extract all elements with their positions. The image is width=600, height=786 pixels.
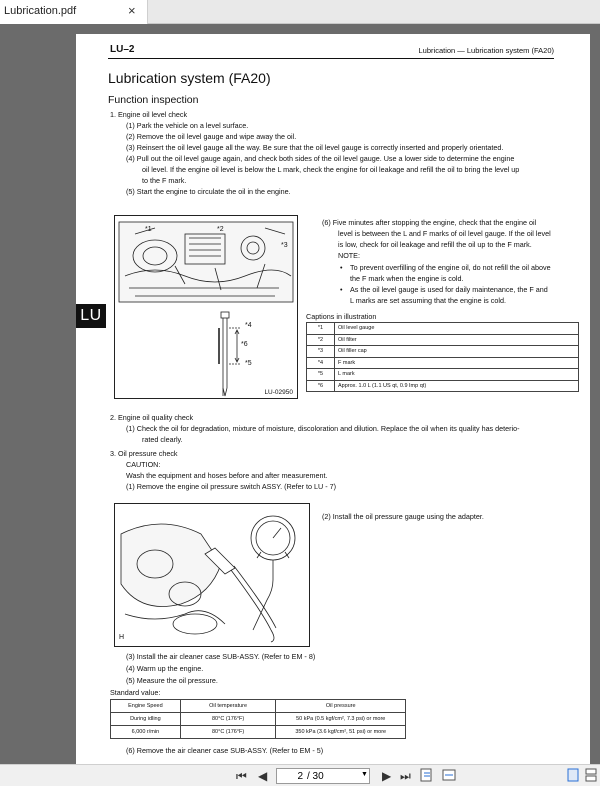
last-page-icon[interactable]: ⏭	[400, 769, 411, 783]
table-row	[111, 713, 406, 726]
callout-3: *3	[281, 242, 288, 249]
step-text: (3) Install the air cleaner case SUB-ASSY. (Refer to EM - 8)	[126, 652, 316, 661]
single-page-view-icon[interactable]	[566, 768, 580, 782]
step-text: (1) Park the vehicle on a level surface.	[126, 121, 249, 130]
standard-value-table	[110, 699, 406, 739]
pdf-page	[76, 34, 590, 764]
caption-value: Oil filter	[335, 334, 579, 346]
table-cell: 80°C (176°F)	[180, 713, 276, 726]
step-text: (6) Remove the air cleaner case SUB-ASSY. (Refer to EM - 5)	[126, 746, 324, 755]
document-viewer[interactable]	[0, 24, 600, 764]
previous-page-icon[interactable]: ◀	[258, 769, 268, 783]
column-header: Oil temperature	[180, 700, 276, 713]
pressure-gauge-drawing	[115, 504, 309, 646]
page-selector[interactable]	[276, 768, 370, 784]
chevron-down-icon[interactable]: ▼	[361, 771, 368, 778]
table-row	[307, 346, 579, 358]
table-header-row	[111, 700, 406, 713]
caption-value: F mark	[335, 357, 579, 369]
tab-bar	[0, 0, 600, 24]
step-text: oil level. If the engine oil level is below the L mark, check the engine for oil leakage and refill the oil to bring the level up	[142, 165, 520, 174]
note-label: NOTE:	[338, 251, 360, 260]
callout-1: *1	[145, 226, 152, 233]
pdf-navigation-toolbar	[0, 764, 600, 786]
fit-page-icon[interactable]	[420, 768, 434, 782]
section-side-tab: LU	[76, 304, 106, 328]
note-bullet: •	[340, 285, 343, 294]
page-title: Lubrication system (FA20)	[108, 70, 271, 86]
heading-oil-quality-check: 2. Engine oil quality check	[110, 413, 194, 422]
callout-2: *2	[217, 226, 224, 233]
step-text: (5) Start the engine to circulate the oil in the engine.	[126, 187, 291, 196]
caption-value: Approx. 1.0 L (1.1 US qt, 0.9 Imp qt)	[335, 380, 579, 392]
table-cell: 80°C (176°F)	[180, 726, 276, 739]
engine-bay-drawing	[115, 216, 297, 398]
callout-4: *4	[245, 322, 252, 329]
table-row	[111, 726, 406, 739]
page-total: / 30	[307, 771, 324, 782]
step-text: (1) Remove the engine oil pressure switch ASSY. (Refer to LU - 7)	[126, 482, 336, 491]
header-rule	[108, 58, 554, 59]
caption-value: Oil level gauge	[335, 323, 579, 335]
note-text: To prevent overfilling of the engine oil, do not refill the oil above	[350, 263, 551, 272]
table-row	[307, 357, 579, 369]
document-tab[interactable]	[0, 0, 148, 24]
caption-key: *2	[307, 334, 335, 346]
page-number: LU–2	[110, 44, 135, 55]
note-text: As the oil level gauge is used for daily maintenance, the F and	[350, 285, 548, 294]
page-number-input[interactable]	[279, 770, 303, 782]
step-text: (1) Check the oil for degradation, mixture of moisture, discoloration and dilution. Replace the oil when its quality has deterio-	[126, 424, 520, 433]
caution-label: CAUTION:	[126, 460, 161, 469]
caption-key: *1	[307, 323, 335, 335]
caution-text: Wash the equipment and hoses before and after measurement.	[126, 471, 328, 480]
column-header: Oil pressure	[276, 700, 406, 713]
step-text: to the F mark.	[142, 176, 187, 185]
section-subtitle: Function inspection	[108, 94, 199, 106]
callout-6: *6	[241, 341, 248, 348]
step-text: (5) Measure the oil pressure.	[126, 676, 218, 685]
close-icon[interactable]: ×	[128, 3, 136, 18]
running-header: Lubrication — Lubrication system (FA20)	[418, 46, 554, 55]
step-text: (4) Warm up the engine.	[126, 664, 204, 673]
step-text: (3) Reinsert the oil level gauge all the way. Be sure that the oil level gauge is correctly inserted and properly orientated.	[126, 143, 504, 152]
caption-key: *4	[307, 357, 335, 369]
table-row	[307, 334, 579, 346]
step-6-line: is low, check for oil leakage and refill the oil up to the F mark.	[338, 240, 532, 249]
table-row	[307, 323, 579, 335]
table-cell: 350 kPa (3.6 kgf/cm², 51 psi) or more	[276, 726, 406, 739]
caption-value: L mark	[335, 369, 579, 381]
caption-value: Oil filler cap	[335, 346, 579, 358]
step-6-line: level is between the L and F marks of oil level gauge. If the oil level	[338, 229, 551, 238]
table-cell: During idling	[111, 713, 181, 726]
column-header: Engine Speed	[111, 700, 181, 713]
figure-label: H	[119, 634, 125, 641]
oil-level-gauge-illustration	[114, 215, 298, 399]
continuous-view-icon[interactable]	[584, 768, 598, 782]
oil-pressure-gauge-illustration	[114, 503, 310, 647]
caption-key: *6	[307, 380, 335, 392]
heading-oil-level-check: 1. Engine oil level check	[110, 110, 188, 119]
note-text: L marks are set assuming that the engine is cold.	[350, 296, 506, 305]
figure-code: LU-02950	[264, 389, 293, 396]
caption-key: *5	[307, 369, 335, 381]
callout-5: *5	[245, 360, 252, 367]
table-row	[307, 380, 579, 392]
step-text: (2) Install the oil pressure gauge using the adapter.	[322, 512, 484, 521]
captions-title: Captions in illustration	[306, 312, 377, 321]
tab-title[interactable]: Lubrication.pdf	[4, 5, 77, 17]
step-text: (4) Pull out the oil level gauge again, and check both sides of the oil level gauge. Use a lower side to determine the engine	[126, 154, 515, 163]
table-row	[307, 369, 579, 381]
table-cell: 50 kPa (0.5 kgf/cm², 7.3 psi) or more	[276, 713, 406, 726]
step-text: rated clearly.	[142, 435, 183, 444]
step-text: (2) Remove the oil level gauge and wipe away the oil.	[126, 132, 297, 141]
standard-value-label: Standard value:	[110, 688, 161, 697]
captions-table	[306, 322, 579, 392]
next-page-icon[interactable]: ▶	[382, 769, 392, 783]
fit-width-icon[interactable]	[442, 768, 456, 782]
heading-oil-pressure-check: 3. Oil pressure check	[110, 449, 178, 458]
step-6-line: (6) Five minutes after stopping the engine, check that the engine oil	[322, 218, 537, 227]
note-text: the F mark when the engine is cold.	[350, 274, 464, 283]
table-cell: 6,000 r/min	[111, 726, 181, 739]
first-page-icon[interactable]: ⏮	[236, 769, 247, 783]
note-bullet: •	[340, 263, 343, 272]
caption-key: *3	[307, 346, 335, 358]
